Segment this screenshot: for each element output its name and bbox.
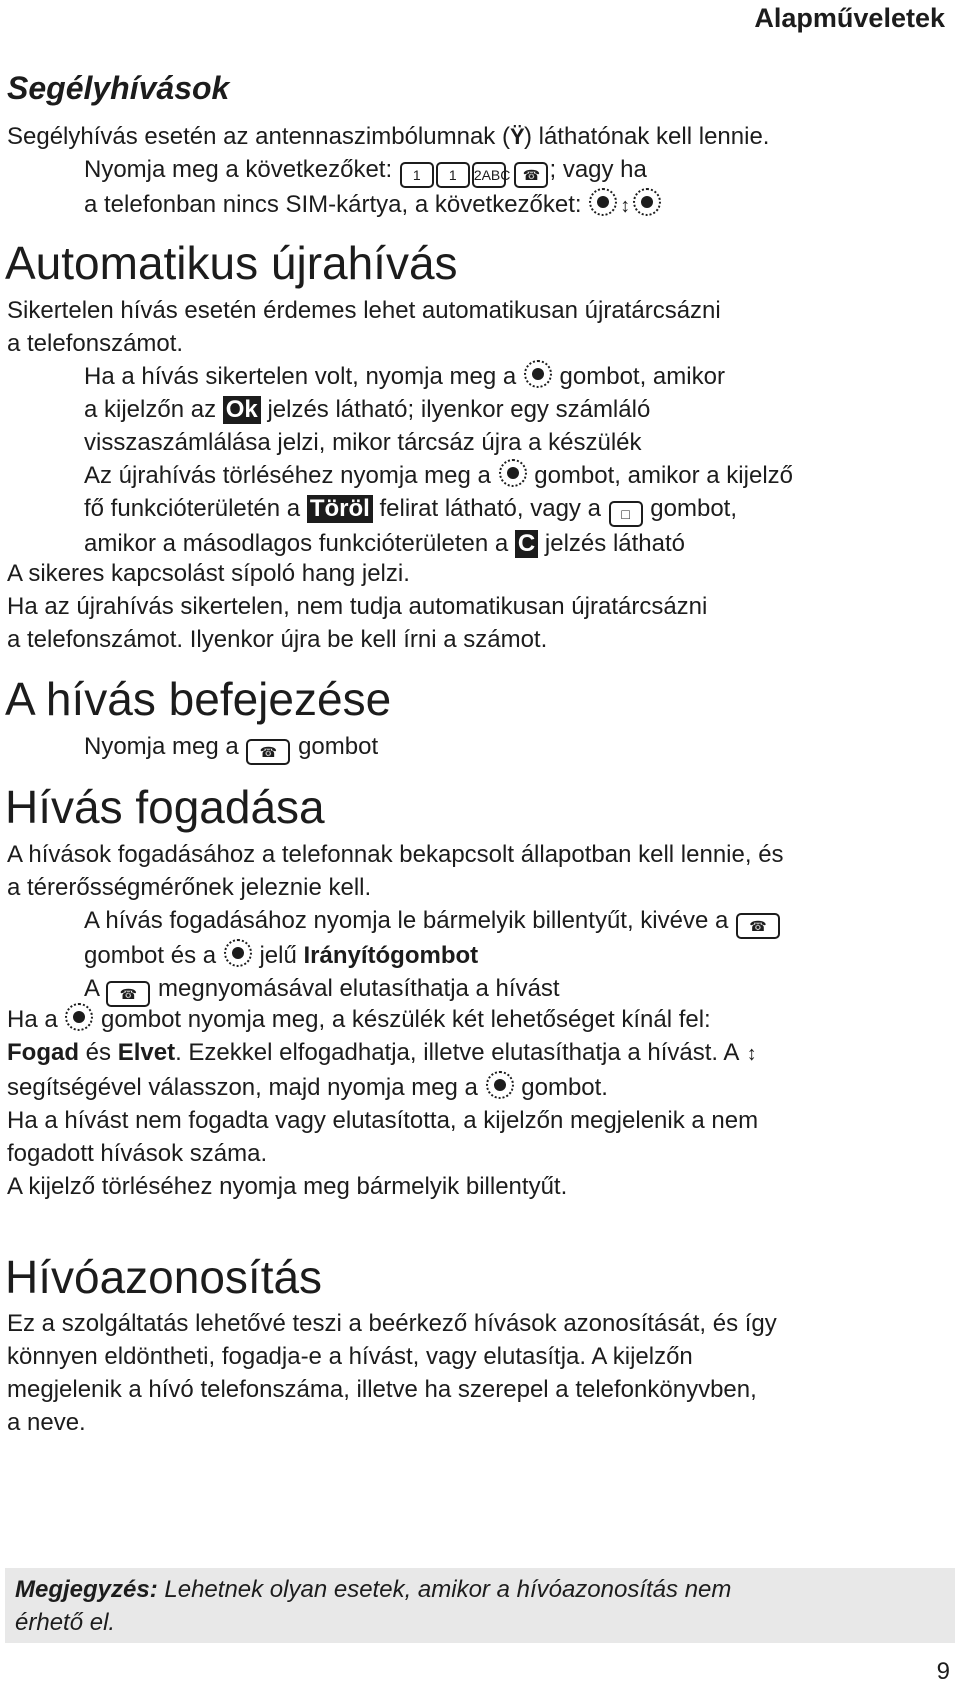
page-number: 9 bbox=[936, 1658, 950, 1685]
answer-intro: A hívások fogadásához a telefonnak bekapcsolt állapotban kell lennie, és a térerősségmérőnek jeleznie kell. bbox=[7, 841, 784, 901]
section-title-end-call: A hívás befejezése bbox=[5, 673, 392, 725]
end-key-icon: ☎ bbox=[246, 739, 290, 765]
note-label: Megjegyzés: bbox=[15, 1576, 158, 1603]
navigation-key-icon bbox=[486, 1071, 514, 1099]
emergency-paragraph: Segélyhívás esetén az antennaszimbólumnak (Ÿ) láthatónak kell lennie. Nyomja meg a következőket: 1 1 2ABC ☎ ; vagy ha a telefonban nincs SIM-kártya, a következőket: ↕ bbox=[0, 120, 960, 223]
page-header: Alapműveletek bbox=[754, 3, 945, 33]
up-down-icon: ↕ bbox=[620, 195, 631, 217]
key-1-icon: 1 bbox=[436, 162, 470, 188]
end-key-icon: ☎ bbox=[106, 981, 150, 1007]
end-key-icon: ☎ bbox=[736, 913, 780, 939]
call-key-icon: ☎ bbox=[514, 162, 548, 188]
answer-instructions: A hívás fogadásához nyomja le bármelyik billentyűt, kivéve a ☎ gombot és a jelű Irányítógombot A ☎ megnyomásával elutasíthatja a hívást bbox=[0, 904, 960, 1007]
redial-outro: A sikeres kapcsolást sípoló hang jelzi. Ha az újrahívás sikertelen, nem tudja automatikusan újratárcsázni a telefonszámot. Ilyenkor újra be kell írni a számot. bbox=[7, 560, 708, 653]
redial-intro: Sikertelen hívás esetén érdemes lehet automatikusan újratárcsázni a telefonszámot. bbox=[7, 297, 721, 357]
up-down-icon: ↕ bbox=[746, 1043, 757, 1065]
antenna-icon: Ÿ bbox=[509, 124, 525, 149]
key-1-icon: 1 bbox=[400, 162, 434, 188]
redial-instructions: Ha a hívás sikertelen volt, nyomja meg a gombot, amikor a kijelzőn az Ok jelzés látható; ilyenkor egy számláló visszaszámlálása jelzi, mikor tárcsáz újra a készülék Az újrahívás törléséhez nyomja meg a gombot, amikor a kijelző fő funkcióterületén a Töröl felirat látható, vagy a □ gombot, amikor a másodlagos funkcióterületen a C jelzés látható bbox=[0, 360, 960, 560]
caller-id-paragraph: Ez a szolgáltatás lehetővé teszi a beérkező hívások azonosítását, és így könnyen eldöntheti, fogadja-e a hívást, vagy elutasítja. A kijelzőn megjelenik a hívó telefonszáma, illetve ha szerepel a telefonkönyvben, a neve. bbox=[7, 1310, 777, 1436]
section-title-emergency: Segélyhívások bbox=[7, 70, 230, 106]
c-label: C bbox=[515, 530, 538, 558]
end-call-instruction: Nyomja meg a ☎ gombot bbox=[0, 730, 960, 765]
torol-label: Töröl bbox=[307, 495, 373, 523]
section-title-redial: Automatikus újrahívás bbox=[5, 237, 458, 289]
navigation-key-icon bbox=[633, 188, 661, 216]
section-title-caller-id: Hívóazonosítás bbox=[5, 1251, 323, 1303]
navigation-key-icon bbox=[499, 459, 527, 487]
note-box: Megjegyzés: Lehetnek olyan esetek, amikor a hívóazonosítás nem érhető el. bbox=[5, 1568, 955, 1643]
navigation-key-icon bbox=[524, 360, 552, 388]
navigation-key-icon bbox=[224, 939, 252, 967]
key-2abc-icon: 2ABC bbox=[472, 162, 506, 188]
clear-key-icon: □ bbox=[609, 501, 643, 527]
answer-options: Ha a gombot nyomja meg, a készülék két lehetőséget kínál fel: Fogad és Elvet. Ezekkel elfogadhatja, illetve elutasíthatja a hívást. A ↕ segítségével válasszon, majd nyomja meg a gombot. Ha a hívást nem fogadta vagy elutasította, a kijelzőn megjelenik a nem fogadott hívások száma. A kijelző törléséhez nyomja meg bármelyik billentyűt. bbox=[0, 1003, 960, 1203]
navigation-key-icon bbox=[65, 1003, 93, 1031]
section-title-answer: Hívás fogadása bbox=[5, 781, 325, 833]
ok-label: Ok bbox=[223, 396, 261, 424]
navigation-key-icon bbox=[589, 188, 617, 216]
